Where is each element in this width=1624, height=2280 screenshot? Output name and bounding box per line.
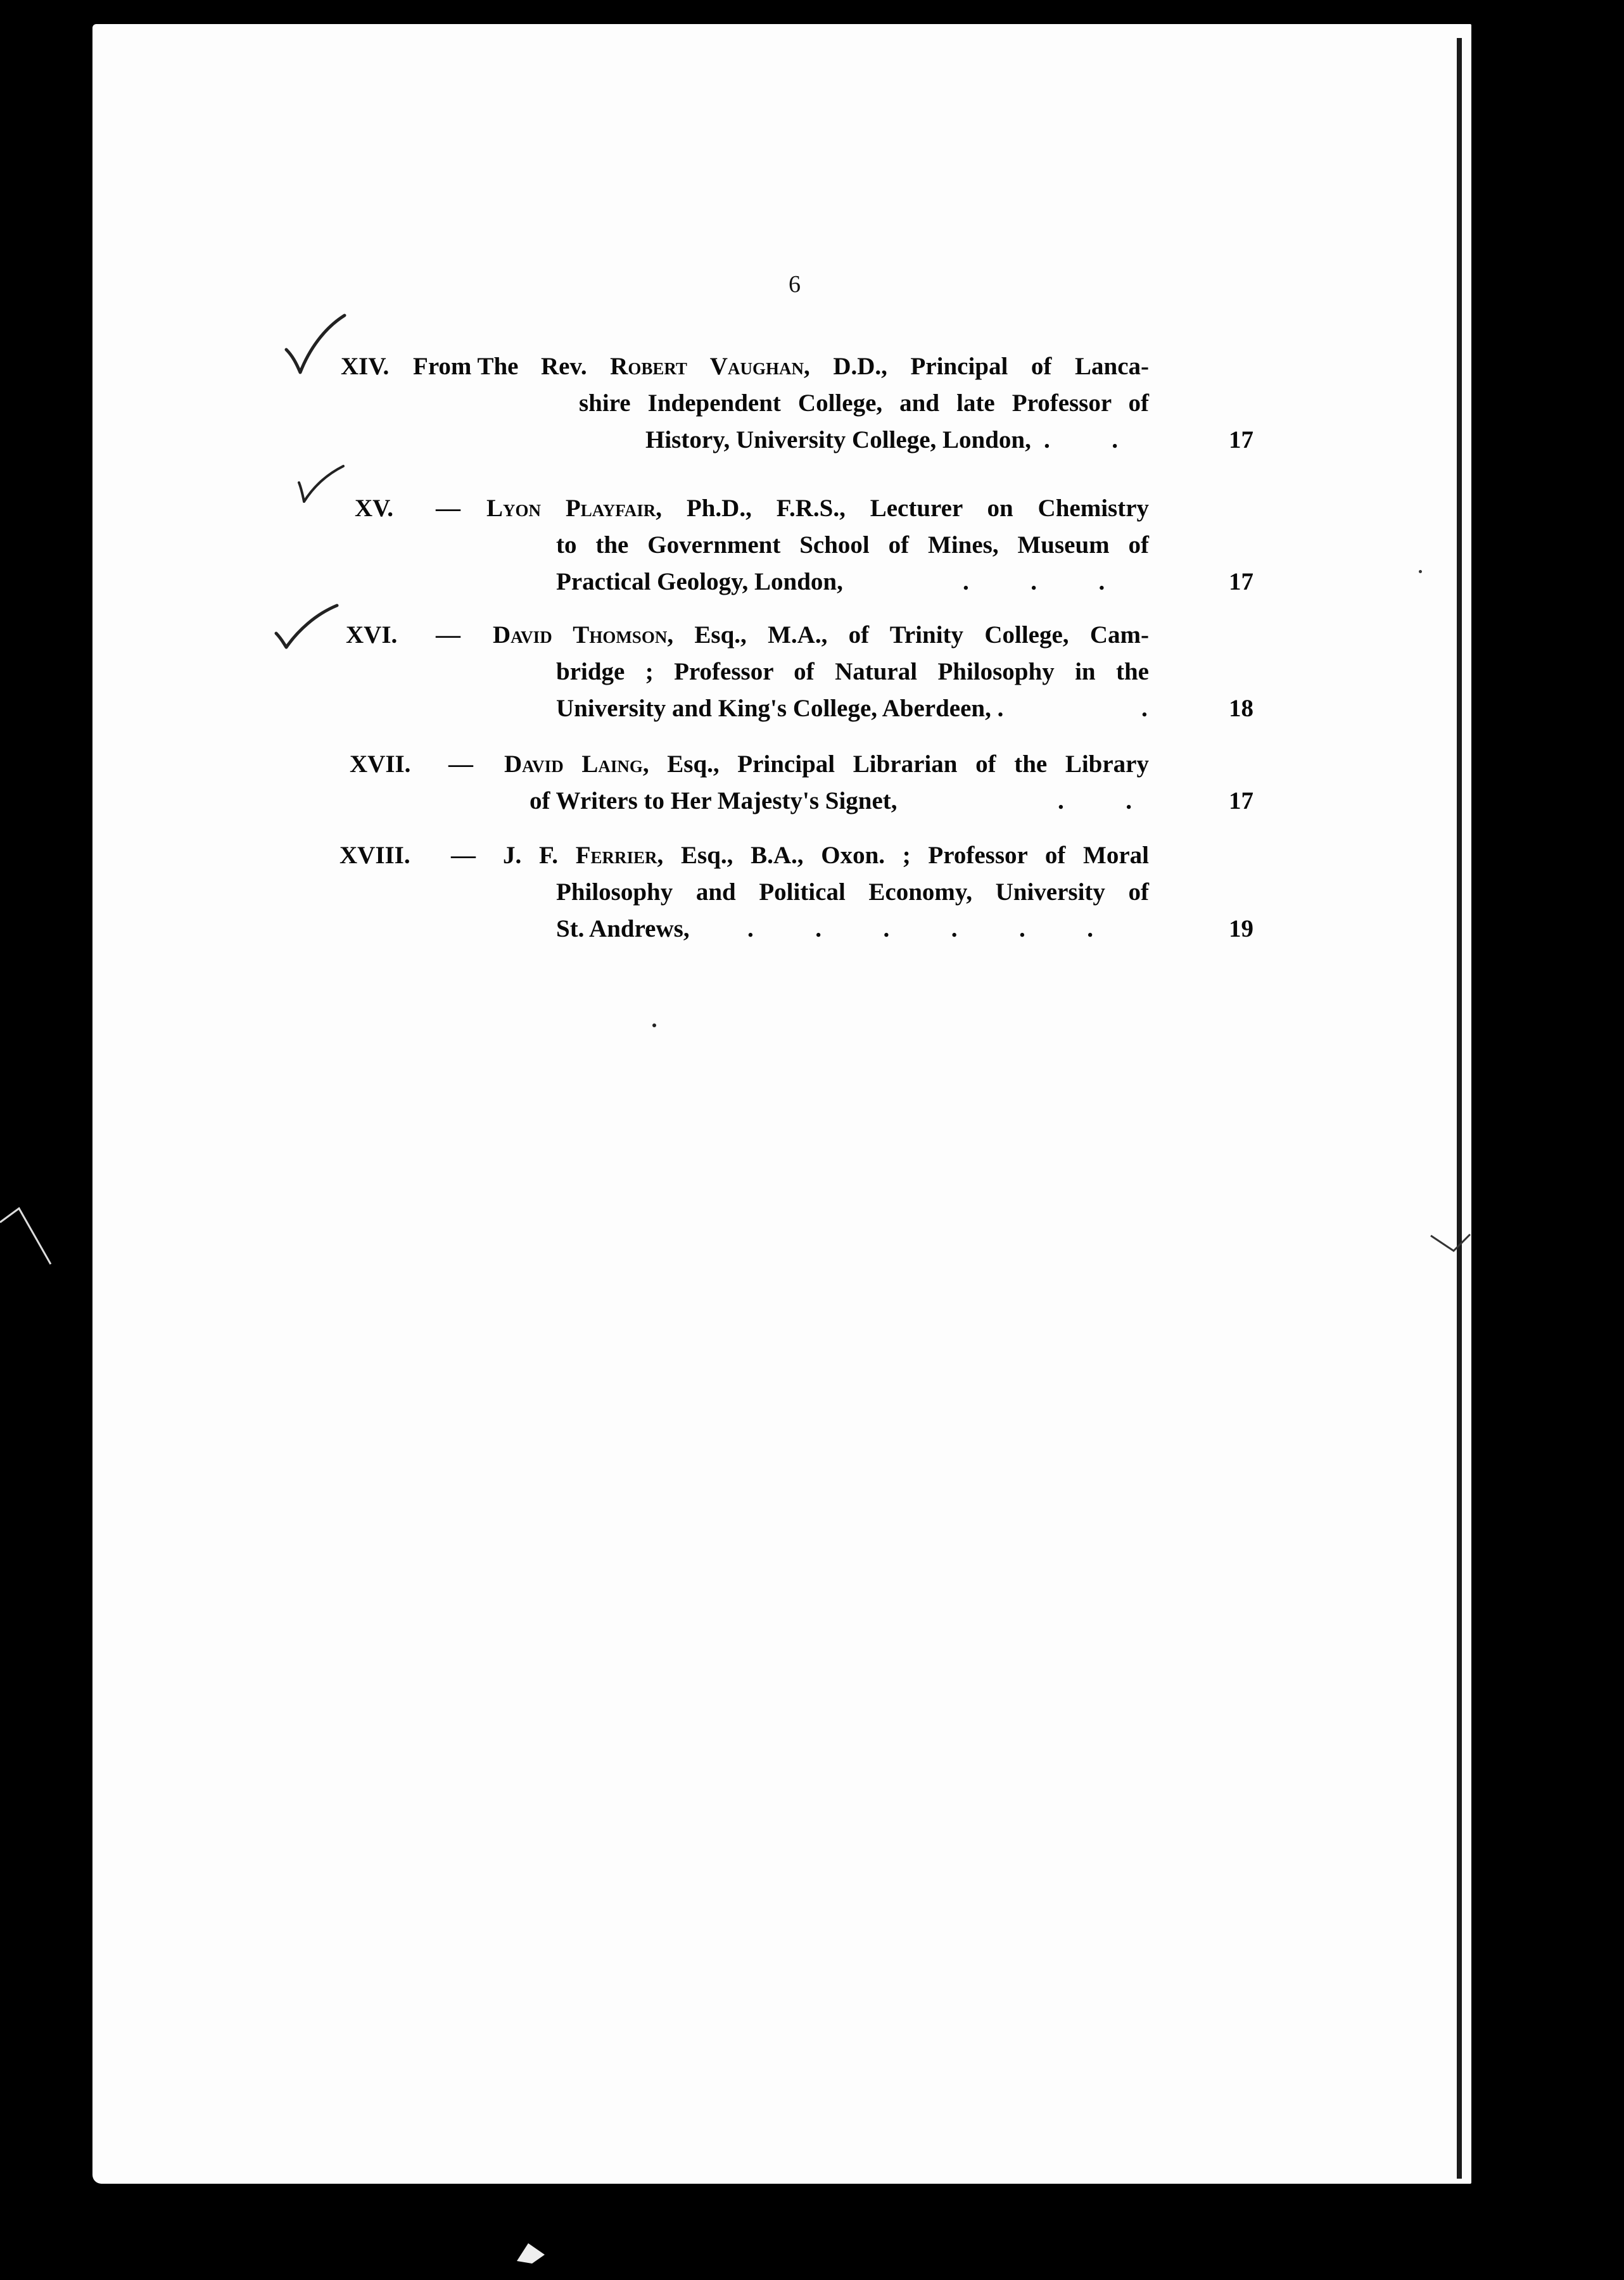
leader-dots: . . . . . . xyxy=(747,915,1093,942)
entry-line: Rev. Robert Vaughan, D.D., Principal of Lanca- xyxy=(541,353,1149,380)
entry-line: University and King's College, Aberdeen, . xyxy=(556,695,1004,722)
leader-dots: . . . xyxy=(963,568,1105,595)
entry-numeral: XVII. xyxy=(350,750,411,778)
entry-page-number: 17 xyxy=(1229,568,1253,595)
entry-numeral: XVIII. xyxy=(339,842,410,869)
scan-speck xyxy=(1419,570,1422,573)
scan-artifact xyxy=(1428,1232,1473,1264)
check-mark-icon xyxy=(290,462,347,507)
entry-lead: From The xyxy=(413,353,519,380)
entry-line: St. Andrews, xyxy=(556,915,690,942)
scan-artifact xyxy=(0,1203,76,1273)
entry-line: J. F. Ferrier, Esq., B.A., Oxon. ; Professor of Moral xyxy=(503,842,1149,869)
entry-page-number: 17 xyxy=(1229,787,1253,814)
entry-line: Lyon Playfair, Ph.D., F.R.S., Lecturer on Chemistry xyxy=(486,495,1150,522)
leader-dots: . . xyxy=(1044,426,1118,453)
entry-numeral: XVI. xyxy=(346,621,398,649)
entry-lead: — xyxy=(448,750,473,778)
page-edge-shadow xyxy=(1457,38,1462,2179)
entry-line: bridge ; Professor of Natural Philosophy in the xyxy=(556,658,1149,685)
leader-dots: . . xyxy=(1058,787,1132,814)
check-mark-icon xyxy=(271,600,341,651)
entry-page-number: 17 xyxy=(1229,426,1253,453)
page-number: 6 xyxy=(789,271,801,298)
leader-dots: . xyxy=(1141,695,1148,722)
entry-line: shire Independent College, and late Professor of xyxy=(579,390,1149,417)
entry-line: Practical Geology, London, xyxy=(556,568,843,595)
entry-numeral: XIV. xyxy=(341,353,390,380)
entry-page-number: 18 xyxy=(1229,695,1253,722)
entry-line: to the Government School of Mines, Museum of xyxy=(556,531,1149,559)
entry-line: Philosophy and Political Economy, University of xyxy=(556,878,1149,906)
scan-speck xyxy=(652,1023,656,1027)
entry-text xyxy=(493,617,1149,727)
entry-lead: — xyxy=(436,495,460,522)
entry-line: David Laing, Esq., Principal Librarian of the Library xyxy=(504,750,1149,778)
entry-numeral: XV. xyxy=(355,495,394,522)
entry-line: History, University College, London, xyxy=(645,426,1031,453)
entry-lead: — xyxy=(451,842,476,869)
scan-artifact xyxy=(513,2236,551,2267)
entry-line: David Thomson, Esq., M.A., of Trinity College, Cam- xyxy=(493,621,1150,649)
entry-lead: — xyxy=(436,621,460,649)
entry-text xyxy=(504,746,1149,820)
check-mark-icon xyxy=(279,310,348,380)
entry-page-number: 19 xyxy=(1229,915,1253,942)
entry-line: of Writers to Her Majesty's Signet, xyxy=(530,787,898,814)
